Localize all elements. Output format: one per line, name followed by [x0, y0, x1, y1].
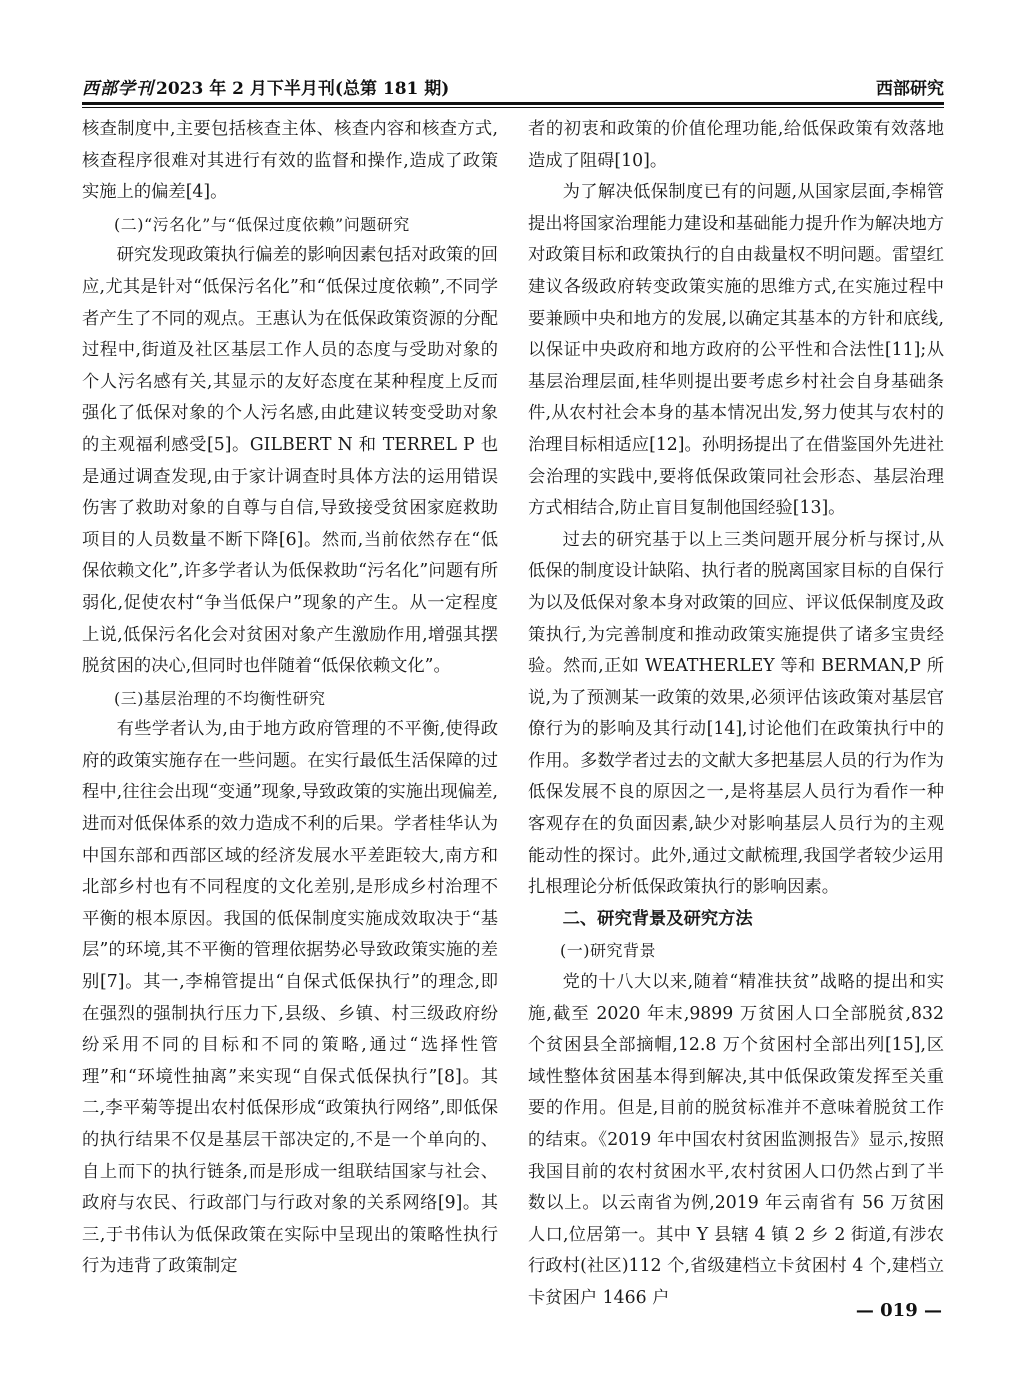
header-issue [82, 74, 449, 99]
paragraph: 党的十八大以来,随着“精准扶贫”战略的提出和实施,截至 2020 年末,9899 万贫困人口全部脱贫,832 个贫困县全部摘帽,12.8 万个贫困村全部出列[15],区域性整体贫困基本得到解决,其中低保政策发挥至关重要的作用。但是,目前的脱贫标准并不意味着脱贫工作的结束。《2019 年中国农村贫困监测报告》显示,按照我国目前的农村贫困水平,农村贫困人口仍然占到了半数以上。以云南省为例,2019 年云南省有 56 万贫困人口,位居第一。其中 Y 县辖 4 镇 2 乡 2 街道,有涉农行政村(社区)112 个,省级建档立卡贫困村 4 个,建档立卡贫困户 1466 户 [528, 972, 944, 1308]
paragraph: 核查制度中,主要包括核查主体、核查内容和核查方式,核查程序很难对其进行有效的监督和操作,造成了政策实施上的偏差[4]。 [82, 119, 498, 203]
right-column [528, 114, 944, 1308]
paragraph: 为了解决低保制度已有的问题,从国家层面,李棉管提出将国家治理能力建设和基础能力提升作为解决地方对政策目标和政策执行的自由裁量权不明问题。雷望红建议各级政府转变政策实施的思维方式,在实施过程中要兼顾中央和地方的发展,以确定其基本的方针和底线,以保证中央政府和地方政府的公平性和合法性[11];从基层治理层面,桂华则提出要考虑乡村社会自身基础条件,从农村社会本身的基本情况出发,努力使其与农村的治理目标相适应[12]。孙明扬提出了在借鉴国外先进社会治理的实践中,要将低保政策同社会形态、基层治理方式相结合,防止盲目复制他国经验[13]。 [528, 182, 944, 519]
paragraph: 者的初衷和政策的价值伦理功能,给低保政策有效落地造成了阻碍[10]。 [528, 119, 944, 171]
section-heading: (一)研究背景 [560, 941, 656, 961]
issue-text: 2023 年 2 月下半月刊(总第 181 期) [156, 79, 450, 99]
paragraph: 有些学者认为,由于地方政府管理的不平衡,使得政府的政策实施存在一些问题。在实行最低生活保障的过程中,往往会出现“变通”现象,导致政策的实施出现偏差,进而对低保体系的效力造成不利的后果。学者桂华认为中国东部和西部区域的经济发展水平差距较大,南方和北部乡村也有不同程度的文化差别,是形成乡村治理不平衡的根本原因。我国的低保制度实施成效取决于“基层”的环境,其不平衡的管理依据势必导致政策实施的差别[7]。其一,李棉管提出“自保式低保执行”的理念,即在强烈的强制执行压力下,县级、乡镇、村三级政府纷纷采用不同的目标和不同的策略,通过“选择性管理”和“环境性抽离”来实现“自保式低保执行”[8]。其二,李平菊等提出农村低保形成“政策执行网络”,即低保的执行结果不仅是基层干部决定的,不是一个单向的、自上而下的执行链条,而是形成一组联结国家与社会、政府与农民、行政部门与行政对象的关系网络[9]。其三,于书伟认为低保政策在实际中呈现出的策略性执行行为违背了政策制定 [82, 719, 498, 1277]
paragraph: 研究发现政策执行偏差的影响因素包括对政策的回应,尤其是针对“低保污名化”和“低保过度依赖”,不同学者产生了不同的观点。王惠认为在低保政策资源的分配过程中,街道及社区基层工作人员的态度与受助对象的个人污名感有关,其显示的友好态度在某种程度上反而强化了低保对象的个人污名感,由此建议转变受助对象的主观福利感受[5]。GILBERT N 和 TERREL P 也是通过调查发现,由于家计调查时具体方法的运用错误伤害了救助对象的自尊与自信,导致接受贫困家庭救助项目的人员数量不断下降[6]。然而,当前依然存在“低保依赖文化”,许多学者认为低保救助“污名化”问题有所弱化,促使农村“争当低保户”现象的产生。从一定程度上说,低保污名化会对贫困对象产生激励作用,增强其摆脱贫困的决心,但同时也伴随着“低保依赖文化”。 [82, 245, 498, 677]
header-rule-thin [82, 107, 944, 108]
section-heading: 二、研究背景及研究方法 [562, 908, 753, 929]
paragraph: 过去的研究基于以上三类问题开展分析与探讨,从低保的制度设计缺陷、执行者的脱离国家目标的自保行为以及低保对象本身对政策的回应、评议低保制度及政策执行,为完善制度和推动政策实施提供了诸多宝贵经验。然而,正如 WEATHERLEY 等和 BERMAN,P 所说,为了预测某一政策的效果,必须评估该政策对基层官僚行为的影响及其行动[14],讨论他们在政策执行中的作用。多数学者过去的文献大多把基层人员的行为作为低保发展不良的原因之一,是将基层人员行为看作一种客观存在的负面因素,缺少对影响基层人员行为的主观能动性的探讨。此外,通过文献梳理,我国学者较少运用扎根理论分析低保政策执行的影响因素。 [528, 529, 944, 898]
section-heading: (二)“污名化”与“低保过度依赖”问题研究 [114, 214, 410, 234]
page-number: — 019 — [855, 1300, 942, 1321]
running-header [82, 72, 944, 100]
section-heading: (三)基层治理的不均衡性研究 [114, 688, 326, 708]
header-section: 西部研究 [876, 79, 944, 99]
journal-logo: 西部学刊 [82, 79, 154, 99]
left-column [82, 114, 498, 1294]
header-rule-thick [82, 102, 944, 105]
